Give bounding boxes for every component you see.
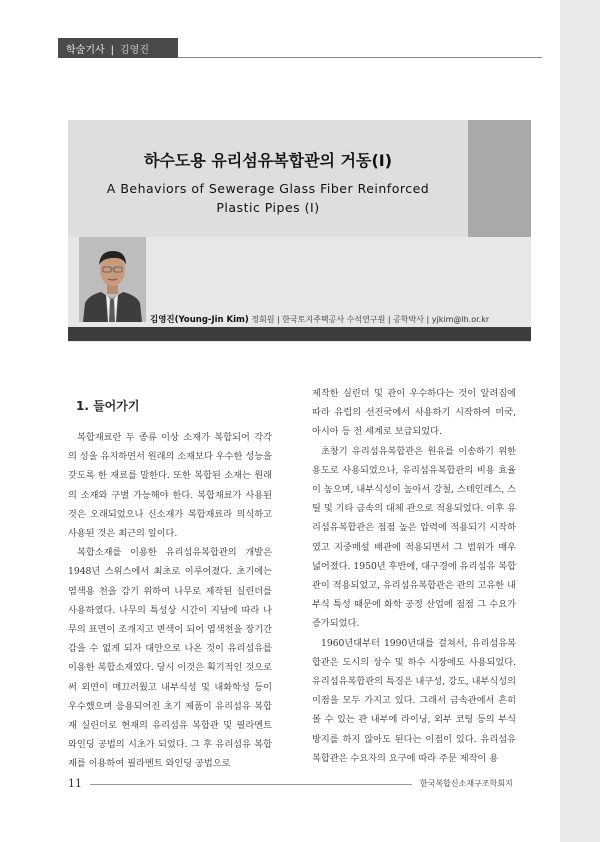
title-english [68,179,468,217]
page-number: 11 [68,777,82,790]
title-korean: 하수도용 유리섬유복합관의 거동(Ⅰ) [143,151,393,170]
paragraph: 1960년대부터 1990년대를 걸쳐서, 유리섬유복합관은 도시의 상수 및 하수 시장에도 사용되었다. 유리섬유복합관의 특징은 내구성, 강도, 내부식성의 이점을 모두 가지고 있다. 그래서 금속관에서 흔히 볼 수 있는 관 내부에 라이닝, 외부 코팅 등의 부식방지를 하지 않아도 된다는 이점이 있다. 유리섬유복합관은 수요자의 요구에 따라 주문 제작이 용 [312,637,516,764]
author-portrait-image [79,237,146,322]
footer-rule [90,784,412,785]
paragraph: 복합소재를 이용한 유리섬유복합관의 개발은 1948년 스위스에서 최초로 이루어졌다. 초기에는 염색용 천을 감기 위하여 나무로 제작된 실린더를 사용하였다. 나무의 특성상 시간이 지남에 따라 나무의 표면이 조개지고 변색이 되어 염색천을 장기간 감을 수 없게 되자 대안으로 나온 것이 유리섬유를 이용한 복합소재였다. 당시 이것은 획기적인 것으로써 외면이 매끄러웠고 내부식성 및 내화학성 등이 우수했으며 응용되어진 초기 제품이 유리섬유 복합재 실린더로 현재의 유리섬유 복합관 및 필라멘트 와인딩 공법의 시초가 되었다. 그 후 유리섬유 복합재를 이용하여 필라멘트 와인딩 공법으로 [68,547,272,770]
title-accent-tab [468,120,531,237]
header-separator: | [110,45,115,56]
right-column [312,384,516,768]
header-category: 학술기사 [66,45,105,56]
paragraph: 초창기 유리섬유복합관은 원유를 이송하기 위한 용도로 사용되었으나, 유리섬유복합관의 비용 효율이 높으며, 내부식성이 높아서 강철, 스테인레스, 스틸 및 기타 금속의 대체 관으로 적용되었다. 이후 유리섬유복합관은 점점 높은 압력에 적용되기 시작하였고 지중매설 배관에 적용되면서 그 범위가 매우 넓어졌다. 1950년 후반에, 대구경에 유리섬유 복합관이 적용되었고, 유리섬유복합관은 관의 고유한 내부식 특성 때문에 화학 공정 산업에 점점 그 수요가 증가되었다. [312,445,516,630]
author-name: 김영진(Young-Jin Kim) [150,315,249,325]
side-stripe [560,0,600,842]
header-author: 김영진 [120,45,149,56]
journal-name: 한국복합신소재구조학회지 [420,779,513,788]
author-details: 정회원 | 한국토지주택공사 수석연구원 | 공학박사 | yjkim@lh.or.kr [251,315,490,324]
left-column [68,428,272,774]
running-header [66,41,149,56]
paragraph: 제작한 실린더 및 관이 우수하다는 것이 알려짐에 따라 유럽의 선진국에서 사용하기 시작하여 미국, 아시아 등 전 세계로 보급되었다. [312,388,516,438]
title-english-line1: A Behaviors of Sewerage Glass Fiber Reinforced [106,181,430,196]
title-english-line2: Plastic Pipes (Ⅰ) [216,200,320,215]
paragraph: 복합재료란 두 종류 이상 소재가 복합되어 각각의 성을 유지하면서 원래의 소재보다 우수한 성능을 갖도록 한 재료를 말한다. 또한 복합된 소재는 원래의 소재와 구별 가능해야 한다. 복합재료가 사용된 것은 오래되었으나 신소재가 복합재료라 의식하고 사용된 것은 최근의 일이다. [68,432,272,540]
header-rule [178,57,542,58]
section-heading: 1. 들어가기 [76,399,140,413]
author-byline [150,313,489,325]
title-bottom-band [68,327,531,341]
author-photo [79,237,146,322]
